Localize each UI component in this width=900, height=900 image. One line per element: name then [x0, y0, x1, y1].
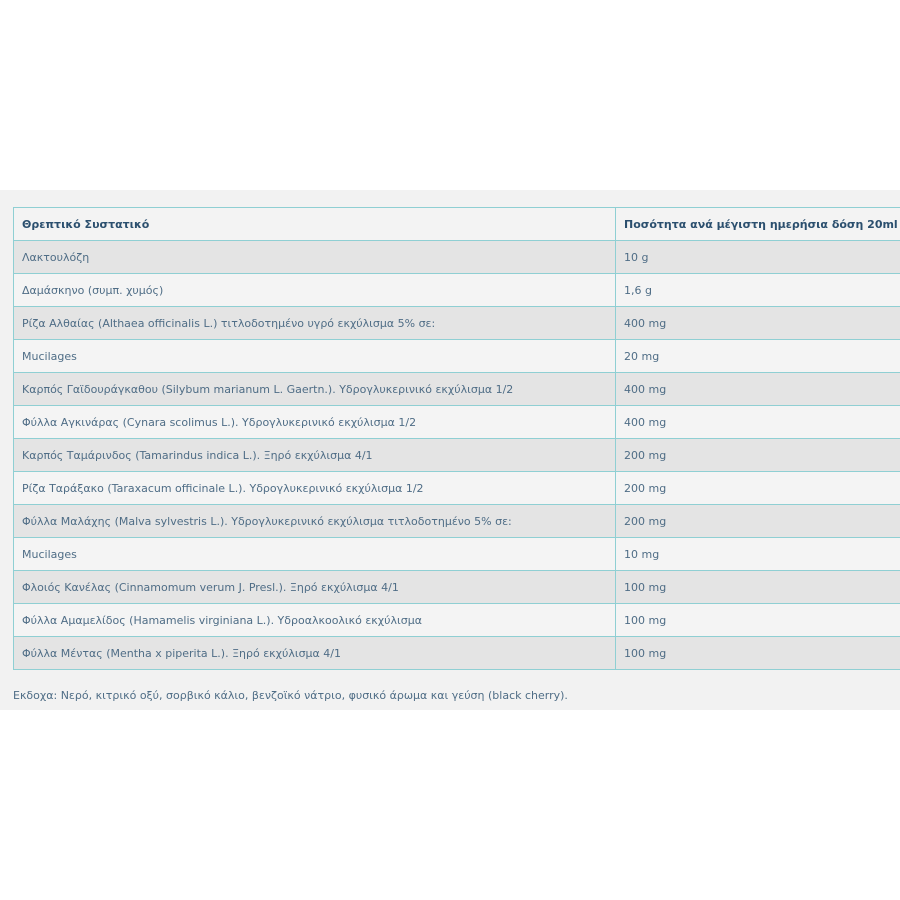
- amount-cell: 200 mg: [616, 472, 900, 505]
- amount-cell: 10 g: [616, 241, 900, 274]
- amount-cell: 20 mg: [616, 340, 900, 373]
- ingredient-cell: Ρίζα Αλθαίας (Althaea officinalis L.) τιτλοδοτημένο υγρό εκχύλισμα 5% σε:: [14, 307, 616, 340]
- table-row: [14, 472, 900, 505]
- amount-cell: 400 mg: [616, 307, 900, 340]
- amount-cell: 400 mg: [616, 373, 900, 406]
- header-ingredient: Θρεπτικό Συστατικό: [14, 208, 616, 241]
- ingredient-cell: Καρπός Ταμάρινδος (Tamarindus indica L.). Ξηρό εκχύλισμα 4/1: [14, 439, 616, 472]
- header-amount: Ποσότητα ανά μέγιστη ημερήσια δόση 20ml: [616, 208, 900, 241]
- table-row: [14, 373, 900, 406]
- table-row: [14, 307, 900, 340]
- ingredient-cell: Φύλλα Μέντας (Mentha x piperita L.). Ξηρό εκχύλισμα 4/1: [14, 637, 616, 670]
- ingredient-cell: Mucilages: [14, 340, 616, 373]
- ingredient-cell: Καρπός Γαϊδουράγκαθου (Silybum marianum L. Gaertn.). Υδρογλυκερινικό εκχύλισμα 1/2: [14, 373, 616, 406]
- table-row: [14, 604, 900, 637]
- ingredients-panel: [0, 190, 900, 710]
- amount-cell: 100 mg: [616, 637, 900, 670]
- nutrition-table: [13, 207, 900, 670]
- table-header-row: [14, 208, 900, 241]
- ingredient-cell: Mucilages: [14, 538, 616, 571]
- ingredient-cell: Ρίζα Ταράξακο (Taraxacum officinale L.). Υδρογλυκερινικό εκχύλισμα 1/2: [14, 472, 616, 505]
- table-row: [14, 241, 900, 274]
- ingredient-cell: Φύλλα Αμαμελίδος (Hamamelis virginiana L.). Υδροαλκοολικό εκχύλισμα: [14, 604, 616, 637]
- table-body: [14, 241, 900, 670]
- ingredient-cell: Φύλλα Μαλάχης (Malva sylvestris L.). Υδρογλυκερινικό εκχύλισμα τιτλοδοτημένο 5% σε:: [14, 505, 616, 538]
- table-row: [14, 340, 900, 373]
- amount-cell: 400 mg: [616, 406, 900, 439]
- amount-cell: 100 mg: [616, 571, 900, 604]
- amount-cell: 10 mg: [616, 538, 900, 571]
- table-row: [14, 274, 900, 307]
- table-row: [14, 406, 900, 439]
- table-row: [14, 505, 900, 538]
- ingredient-cell: Λακτουλόζη: [14, 241, 616, 274]
- table-row: [14, 439, 900, 472]
- ingredient-cell: Φύλλα Αγκινάρας (Cynara scolimus L.). Υδρογλυκερινικό εκχύλισμα 1/2: [14, 406, 616, 439]
- ingredient-cell: Δαμάσκηνο (συμπ. χυμός): [14, 274, 616, 307]
- table-row: [14, 538, 900, 571]
- amount-cell: 200 mg: [616, 439, 900, 472]
- table-row: [14, 637, 900, 670]
- excipients-note: Εκδοχα: Νερό, κιτρικό οξύ, σορβικό κάλιο, βενζοϊκό νάτριο, φυσικό άρωμα και γεύση (black cherry).: [13, 689, 568, 702]
- amount-cell: 1,6 g: [616, 274, 900, 307]
- table-row: [14, 571, 900, 604]
- ingredient-cell: Φλοιός Κανέλας (Cinnamomum verum J. Presl.). Ξηρό εκχύλισμα 4/1: [14, 571, 616, 604]
- amount-cell: 100 mg: [616, 604, 900, 637]
- amount-cell: 200 mg: [616, 505, 900, 538]
